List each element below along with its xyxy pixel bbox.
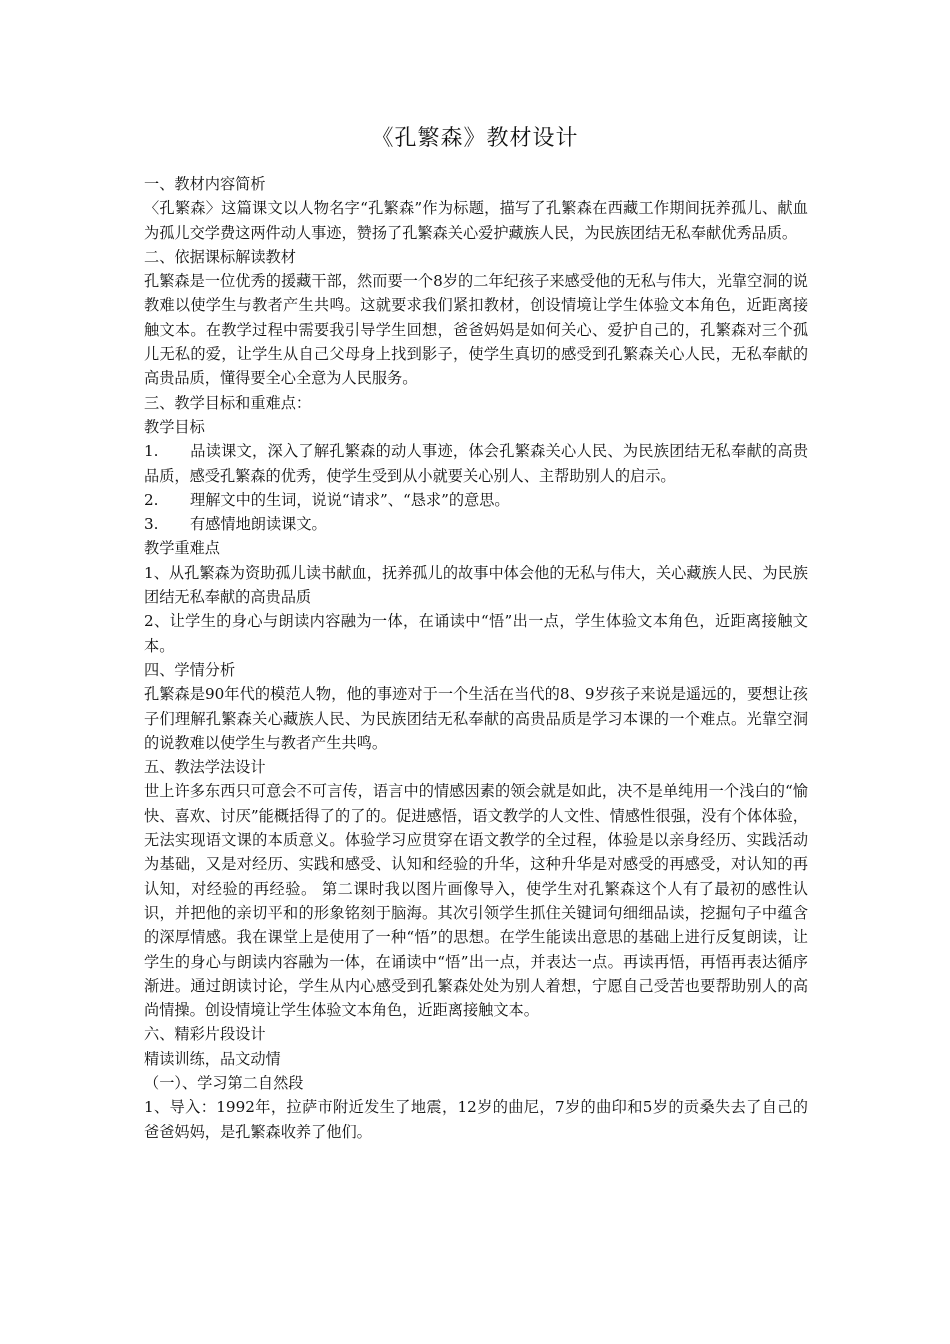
list-item xyxy=(144,512,808,536)
list-number: 2. xyxy=(144,490,159,509)
section-heading: 六、精彩片段设计 xyxy=(144,1025,266,1044)
section-heading: 五、教法学法设计 xyxy=(144,758,266,777)
list-text: 理解文中的生词，说说“请求”、“恳求”的意思。 xyxy=(190,490,510,509)
paragraph: 孔繁森是一位优秀的援藏干部，然而要一个8岁的二年纪孩子来感受他的无私与伟大，光靠空洞的说教难以使学生与教者产生共鸣。这就要求我们紧扣教材，创设情境让学生体验文本角色，近距离接触文本。在教学过程中需要我引导学生回想，爸爸妈妈是如何关心、爱护自己的，孔繁森对三个孤儿无私的爱，让学生从自己父母身上找到影子，使学生真切的感受到孔繁森关心人民，无私奉献的高贵品质，懂得要全心全意为人民服务。 xyxy=(144,272,808,388)
paragraph: 1、导入：1992年，拉萨市附近发生了地震，12岁的曲尼，7岁的曲印和5岁的贡桑失去了自己的爸爸妈妈，是孔繁森收养了他们。 xyxy=(144,1098,808,1141)
subheading: 精读训练，品文动情 xyxy=(144,1049,281,1068)
document-body xyxy=(144,172,808,1144)
list-item xyxy=(144,439,808,488)
paragraph: 1、从孔繁森为资助孤儿读书献血，抚养孤儿的故事中体会他的无私与伟大，关心藏族人民、为民族团结无私奉献的高贵品质 xyxy=(144,563,808,607)
list-text: 有感情地朗读课文。 xyxy=(190,515,327,534)
list-text: 品读课文，深入了解孔繁森的动人事迹，体会孔繁森关心人民、为民族团结无私奉献的高贵品质，感受孔繁森的优秀，使学生受到从小就要关心别人、主帮助别人的启示。 xyxy=(144,442,808,485)
list-number: 1. xyxy=(144,442,159,461)
subheading: 教学目标 xyxy=(144,417,205,436)
paragraph: 世上许多东西只可意会不可言传，语言中的情感因素的领会就是如此，决不是单纯用一个浅白的“愉快、喜欢、讨厌”能概括得了的了的。促进感悟，语文教学的人文性、情感性很强，没有个体体验，无法实现语文课的本质意义。体验学习应贯穿在语文教学的全过程，体验是以亲身经历、实践活动为基础，又是对经历、实践和感受、认知和经验的升华，这种升华是对感受的再感受，对认知的再认知，对经验的再经验。 第二课时我以图片画像导入，使学生对孔繁森这个人有了最初的感性认识，并把他的亲切平和的形象铭刻于脑海。其次引领学生抓住关键词句细细品读，挖掘句子中蕴含的深厚情感。我在课堂上是使用了一种“悟”的思想。在学生能读出意思的基础上进行反复朗读，让学生的身心与朗读内容融为一体，在诵读中“悟”出一点，并表达一点。再读再悟，再悟再表达循序渐进。通过朗读讨论，学生从内心感受到孔繁森处处为别人着想，宁愿自己受苦也要帮助别人的高尚情操。创设情境让学生体验文本角色，近距离接触文本。 xyxy=(144,782,808,1020)
paragraph: 2、让学生的身心与朗读内容融为一体，在诵读中“悟”出一点，学生体验文本角色，近距离接触文本。 xyxy=(144,612,808,655)
document-title: 《孔繁森》教材设计 xyxy=(371,126,579,151)
section-heading: 一、教材内容简析 xyxy=(144,175,266,193)
section-heading: 二、依据课标解读教材 xyxy=(144,247,296,266)
section-heading: 三、教学目标和重难点： xyxy=(144,393,312,412)
list-item xyxy=(144,488,808,512)
section-heading: 四、学情分析 xyxy=(144,660,236,679)
paragraph: 孔繁森是90年代的模范人物，他的事迹对于一个生活在当代的8、9岁孩子来说是遥远的，要想让孩子们理解孔繁森关心藏族人民、为民族团结无私奉献的高贵品质是学习本课的一个难点。光靠空洞的说教难以使学生与教者产生共鸣。 xyxy=(144,685,808,752)
subheading: 教学重难点 xyxy=(144,539,220,558)
subheading: （一）、学习第二自然段 xyxy=(144,1073,304,1092)
list-number: 3. xyxy=(144,515,159,534)
paragraph: 〈孔繁森〉这篇课文以人物名字“孔繁森”作为标题，描写了孔繁森在西藏工作期间抚养孤儿、献血为孤儿交学费这两件动人事迹，赞扬了孔繁森关心爱护藏族人民，为民族团结无私奉献优秀品质。 xyxy=(144,199,808,242)
